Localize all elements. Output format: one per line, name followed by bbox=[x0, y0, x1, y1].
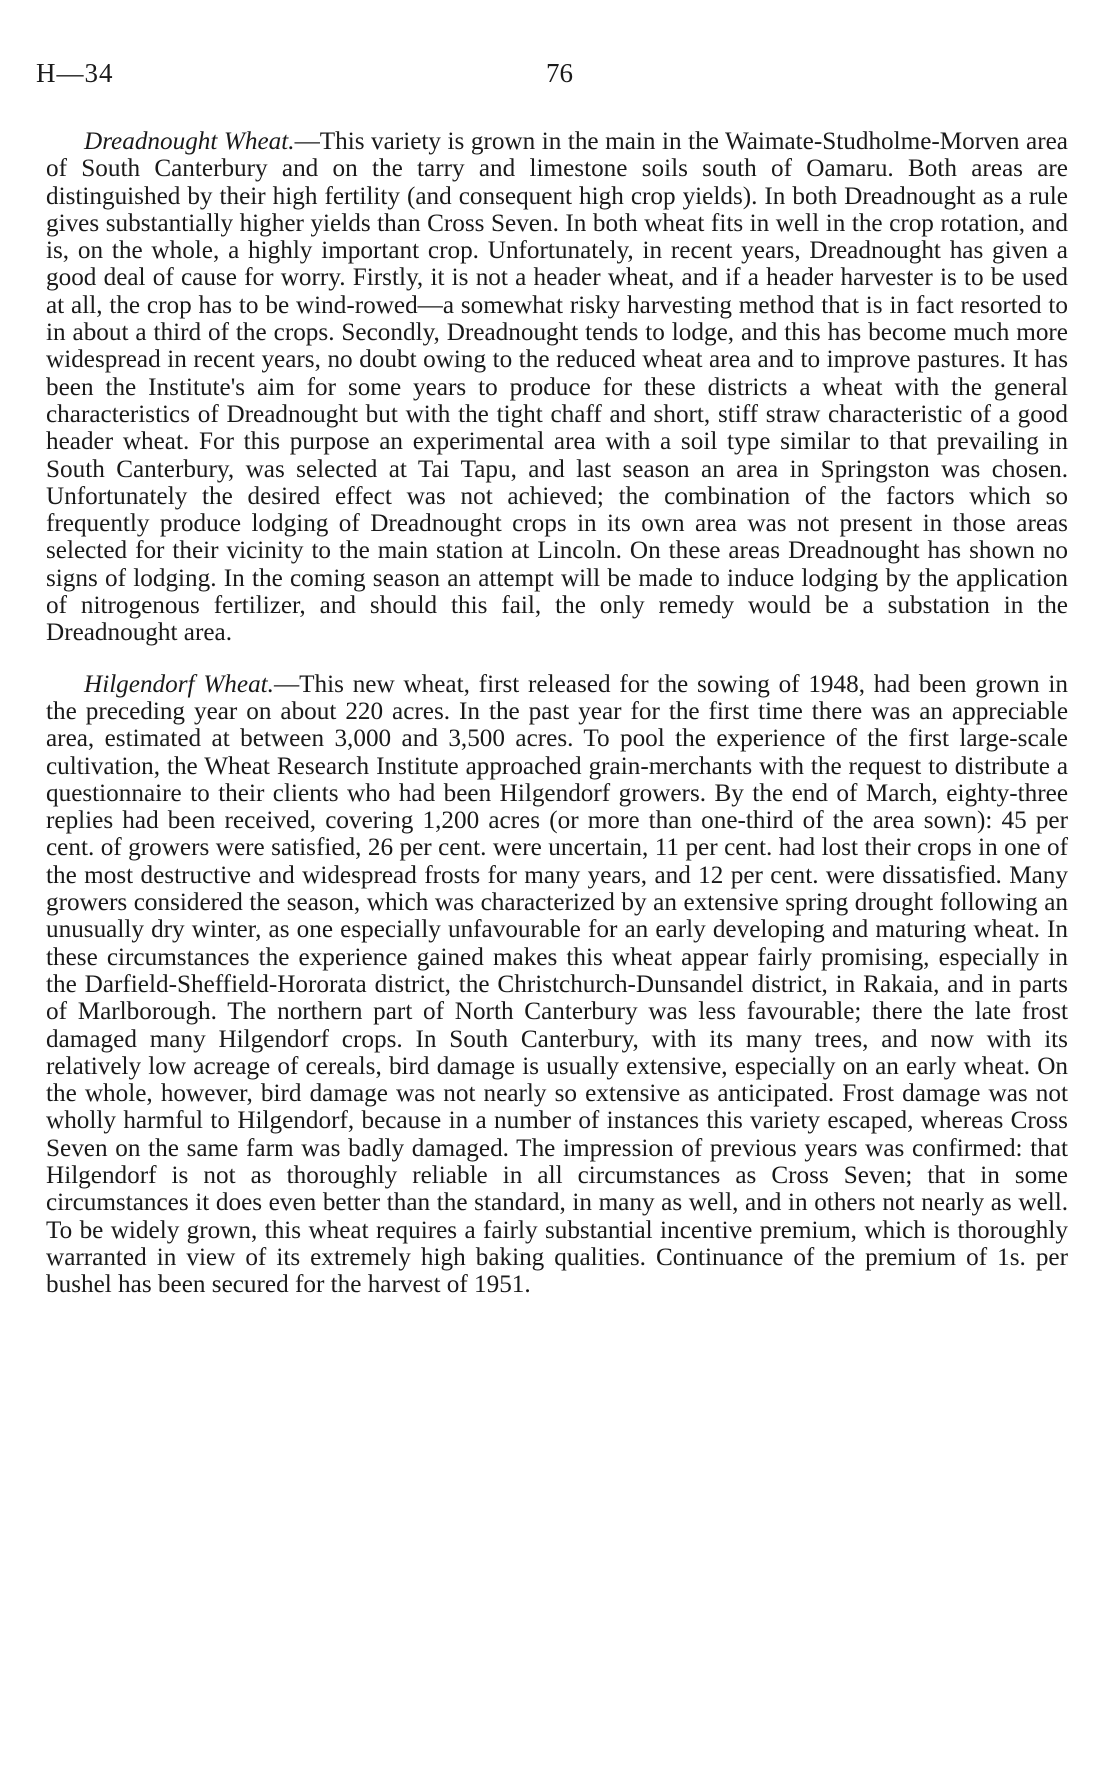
page-number: 76 bbox=[546, 58, 573, 88]
paragraph-dreadnought-wheat bbox=[46, 128, 1068, 647]
document-reference: H—34 bbox=[36, 58, 114, 88]
paragraph-title: Hilgendorf Wheat. bbox=[84, 670, 274, 698]
page-header bbox=[36, 58, 1078, 98]
paragraph-body: —This new wheat, first released for the sowing of 1948, had been grown in the preceding year on about 220 acres. In the past year for the first time there was an appreciable area, estimated at between 3,000 and 3,500 acres. To pool the experience of the first large-scale cultivation, the Wheat Research Institute approached grain-merchants with the request to distribute a questionnaire to their clients who had been Hilgendorf growers. By the end of March, eighty-three replies had been received, covering 1,200 acres (or more than one-third of the area sown): 45 per cent. of growers were satisfied, 26 per cent. were uncertain, 11 per cent. had lost their crops in one of the most destructive and widespread frosts for many years, and 12 per cent. were dissatisfied. Many growers considered the season, which was characterized by an extensive spring drought following an unusually dry winter, as one especially unfavourable for an early developing and maturing wheat. In these circumstances the experience gained makes this wheat appear fairly promising, especially in the Darfield-Sheffield-Hororata district, the Christchurch-Dunsandel district, in Rakaia, and in parts of Marlborough. The northern part of North Canterbury was less favourable; there the late frost damaged many Hilgendorf crops. In South Canterbury, with its many trees, and now with its relatively low acreage of cereals, bird damage is usually extensive, especially on an early wheat. On the whole, however, bird damage was not nearly so extensive as anticipated. Frost damage was not wholly harmful to Hilgendorf, because in a number of instances this variety escaped, whereas Cross Seven on the same farm was badly damaged. The impression of previous years was confirmed: that Hilgendorf is not as thoroughly reliable in all circumstances as Cross Seven; that in some circumstances it does even better than the standard, in many as well, and in others not nearly as well. To be widely grown, this wheat requires a fairly substantial incentive premium, which is thoroughly warranted in view of its extremely high baking qualities. Continuance of the premium of 1s. per bushel has been secured for the harvest of 1951. bbox=[46, 670, 1068, 1299]
paragraph-hilgendorf-wheat bbox=[46, 671, 1068, 1299]
body-text bbox=[46, 128, 1068, 1298]
paragraph-body: —This variety is grown in the main in the Waimate-Studholme-Morven area of South Canterbury and on the tarry and limestone soils south of Oamaru. Both areas are distinguished by their high fertility (and consequent high crop yields). In both Dreadnought as a rule gives substantially higher yields than Cross Seven. In both wheat fits in well in the crop rotation, and is, on the whole, a highly important crop. Unfortunately, in recent years, Dreadnought has given a good deal of cause for worry. Firstly, it is not a header wheat, and if a header harvester is to be used at all, the crop has to be wind-rowed—a somewhat risky harvesting method that is in fact resorted to in about a third of the crops. Secondly, Dreadnought tends to lodge, and this has become much more widespread in recent years, no doubt owing to the reduced wheat area and to improve pastures. It has been the Institute's aim for some years to produce for these districts a wheat with the general characteristics of Dreadnought but with the tight chaff and short, stiff straw characteristic of a good header wheat. For this purpose an experimental area with a soil type similar to that prevailing in South Canterbury, was selected at Tai Tapu, and last season an area in Springston was chosen. Unfortunately the desired effect was not achieved; the combination of the factors which so frequently produce lodging of Dreadnought crops in its own area was not present in those areas selected for their vicinity to the main station at Lincoln. On these areas Dreadnought has shown no signs of lodging. In the coming season an attempt will be made to induce lodging by the application of nitrogenous fertilizer, and should this fail, the only remedy would be a substation in the Dreadnought area. bbox=[46, 128, 1068, 647]
paragraph-title: Dreadnought Wheat. bbox=[84, 128, 295, 155]
